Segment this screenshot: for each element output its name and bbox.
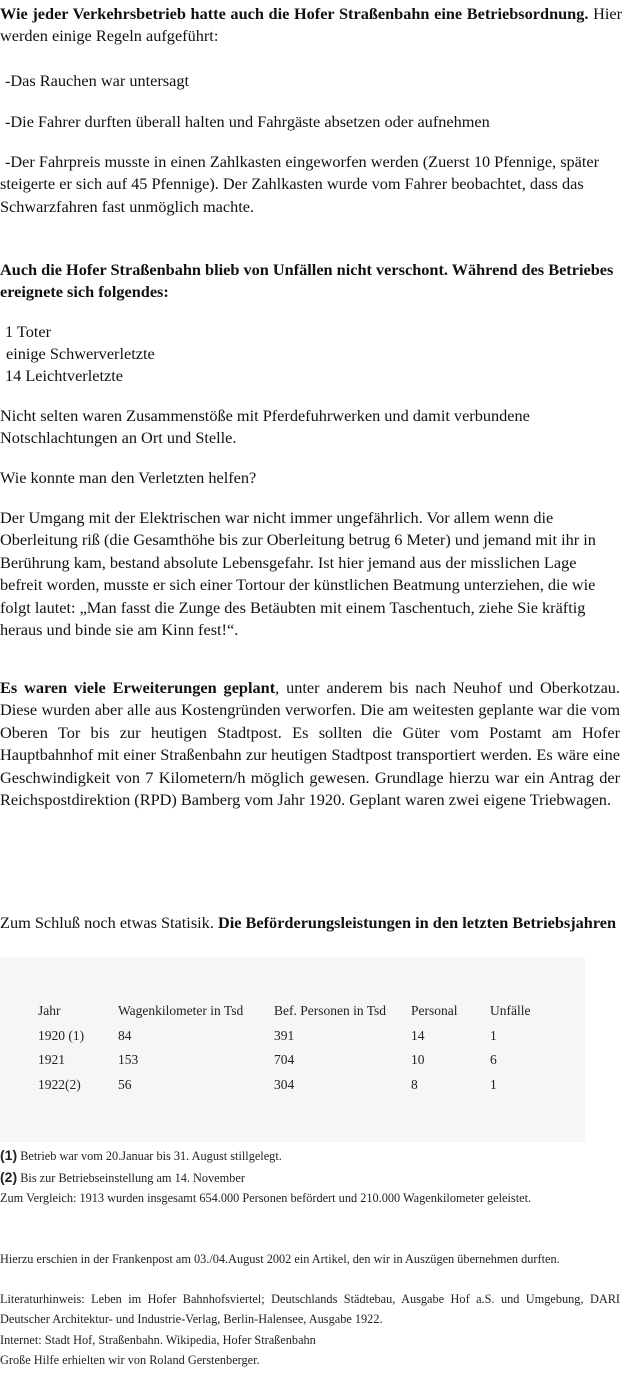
rule-item: -Das Rauchen war untersagt — [5, 71, 189, 90]
table-cell: 1922(2) — [38, 1076, 81, 1092]
table-cell: 1 — [490, 1027, 497, 1043]
table-cell: 391 — [274, 1027, 295, 1043]
accidents-heading: Auch die Hofer Straßenbahn blieb von Unfällen nicht verschont. Während des Betriebes ereignete sich folgendes: — [0, 260, 614, 302]
table-cell: 304 — [274, 1076, 295, 1092]
comparison-note: Zum Vergleich: 1913 wurden insgesamt 654.000 Personen befördert und 210.000 Wagenkilometer geleistet. — [0, 1191, 532, 1205]
table-cell: 10 — [411, 1052, 425, 1068]
accident-item: 14 Leichtverletzte — [5, 366, 123, 385]
column-header: Unfälle — [490, 1003, 531, 1019]
question-paragraph: Wie konnte man den Verletzten helfen? — [0, 468, 257, 487]
answer-paragraph: Der Umgang mit der Elektrischen war nicht immer ungefährlich. Vor allem wenn die Oberleitung riß (die Gesamthöhe bis zur Oberleitung betrug 6 Meter) und jemand mit ihr in Berührung kam, bestand absolute Lebensgefahr. Ist hier jemand aus der misslichen Lage befreit worden, musste er sich einer Tortour der künstlichen Beatmung unterziehen, die wie folgt lautet: „Man fasst die Zunge des Betäubten mit einem Taschentuch, ziehe Sie kräftig heraus und binde sie am Kinn fest!“. — [0, 508, 596, 640]
source-note: Internet: Stadt Hof, Straßenbahn. Wikipedia, Hofer Straßenbahn — [0, 1333, 316, 1347]
rule-item: -Die Fahrer durften überall halten und Fahrgäste absetzen oder aufnehmen — [5, 112, 490, 131]
expansion-paragraph: Es waren viele Erweiterungen geplant, unter anderem bis nach Neuhof und Oberkotzau. Diese wurden aber alle aus Kostengründen verworfen. Die am weitesten geplante war die vom Oberen Tor bis zur heutigen Stadtpost. Es sollten die Güter vom Postamt am Hofer Hauptbahnhof mit einer Straßenbahn zur heutigen Stadtpost transportiert werden. Es wäre eine Geschwindigkeit von 7 Kilometern/h möglich gewesen. Grundlage hierzu war ein Antrag der Reichspostdirektion (RPD) Bamberg vom Jahr 1920. Geplant waren zwei eigene Triebwagen. — [0, 678, 621, 810]
rule-item: -Der Fahrpreis musste in einen Zahlkasten eingeworfen werden (Zuerst 10 Pfennige, später steigerte er sich auf 45 Pfennige). Der Zahlkasten wurde vom Fahrer beobachtet, dass das Schwarzfahren fast unmöglich machte. — [0, 152, 600, 216]
table-cell: 1921 — [38, 1052, 65, 1068]
intro-paragraph — [0, 3, 622, 48]
intro-rest: Hier werden einige Regeln aufgeführt: — [0, 4, 623, 46]
table-cell: 84 — [118, 1027, 132, 1043]
table-row — [38, 1073, 550, 1098]
stats-table — [38, 999, 550, 1097]
column-header: Jahr — [38, 1003, 61, 1019]
accident-item: 1 Toter — [5, 322, 52, 341]
table-cell: 1920 (1) — [38, 1027, 85, 1043]
intro-bold: Wie jeder Verkehrsbetrieb hatte auch die Hofer Straßenbahn eine Betriebsordnung. — [0, 4, 589, 23]
stats-table-panel — [0, 957, 585, 1142]
table-header-row — [38, 999, 550, 1024]
table-cell: 1 — [490, 1076, 497, 1092]
table-row — [38, 1024, 550, 1049]
table-cell: 14 — [411, 1027, 425, 1043]
column-header: Bef. Personen in Tsd — [274, 1003, 387, 1019]
column-header: Personal — [411, 1003, 458, 1019]
table-cell: 8 — [411, 1076, 418, 1092]
footnote: (1) Betrieb war vom 20.Januar bis 31. August stillgelegt. — [0, 1147, 282, 1163]
source-note: Hierzu erschien in der Frankenpost am 03./04.August 2002 ein Artikel, den wir in Auszügen übernehmen durften. — [0, 1252, 560, 1266]
table-cell: 153 — [118, 1052, 139, 1068]
table-cell: 6 — [490, 1052, 497, 1068]
stats-heading: Zum Schluß noch etwas Statisik. Die Beförderungsleistungen in den letzten Betriebsjahren — [0, 913, 617, 932]
table-cell: 56 — [118, 1076, 132, 1092]
table-cell: 704 — [274, 1052, 295, 1068]
collisions-paragraph: Nicht selten waren Zusammenstöße mit Pferdefuhrwerken und damit verbundene Notschlachtungen an Ort und Stelle. — [0, 406, 530, 448]
source-note: Große Hilfe erhielten wir von Roland Gerstenberger. — [0, 1353, 260, 1367]
footnote: (2) Bis zur Betriebseinstellung am 14. November — [0, 1169, 245, 1185]
table-row — [38, 1048, 550, 1073]
footnote-mark: (1) — [0, 1147, 18, 1163]
column-header: Wagenkilometer in Tsd — [118, 1003, 244, 1019]
footnote-mark: (2) — [0, 1169, 18, 1185]
source-note: Literaturhinweis: Leben im Hofer Bahnhofsviertel; Deutschlands Städtebau, Ausgabe Hof a.S. und Umgebung, DARI Deutscher Architektur- und Industrie-Verlag, Berlin-Halensee, Ausgabe 1922. — [0, 1292, 620, 1326]
accident-item: einige Schwerverletzte — [6, 344, 155, 363]
